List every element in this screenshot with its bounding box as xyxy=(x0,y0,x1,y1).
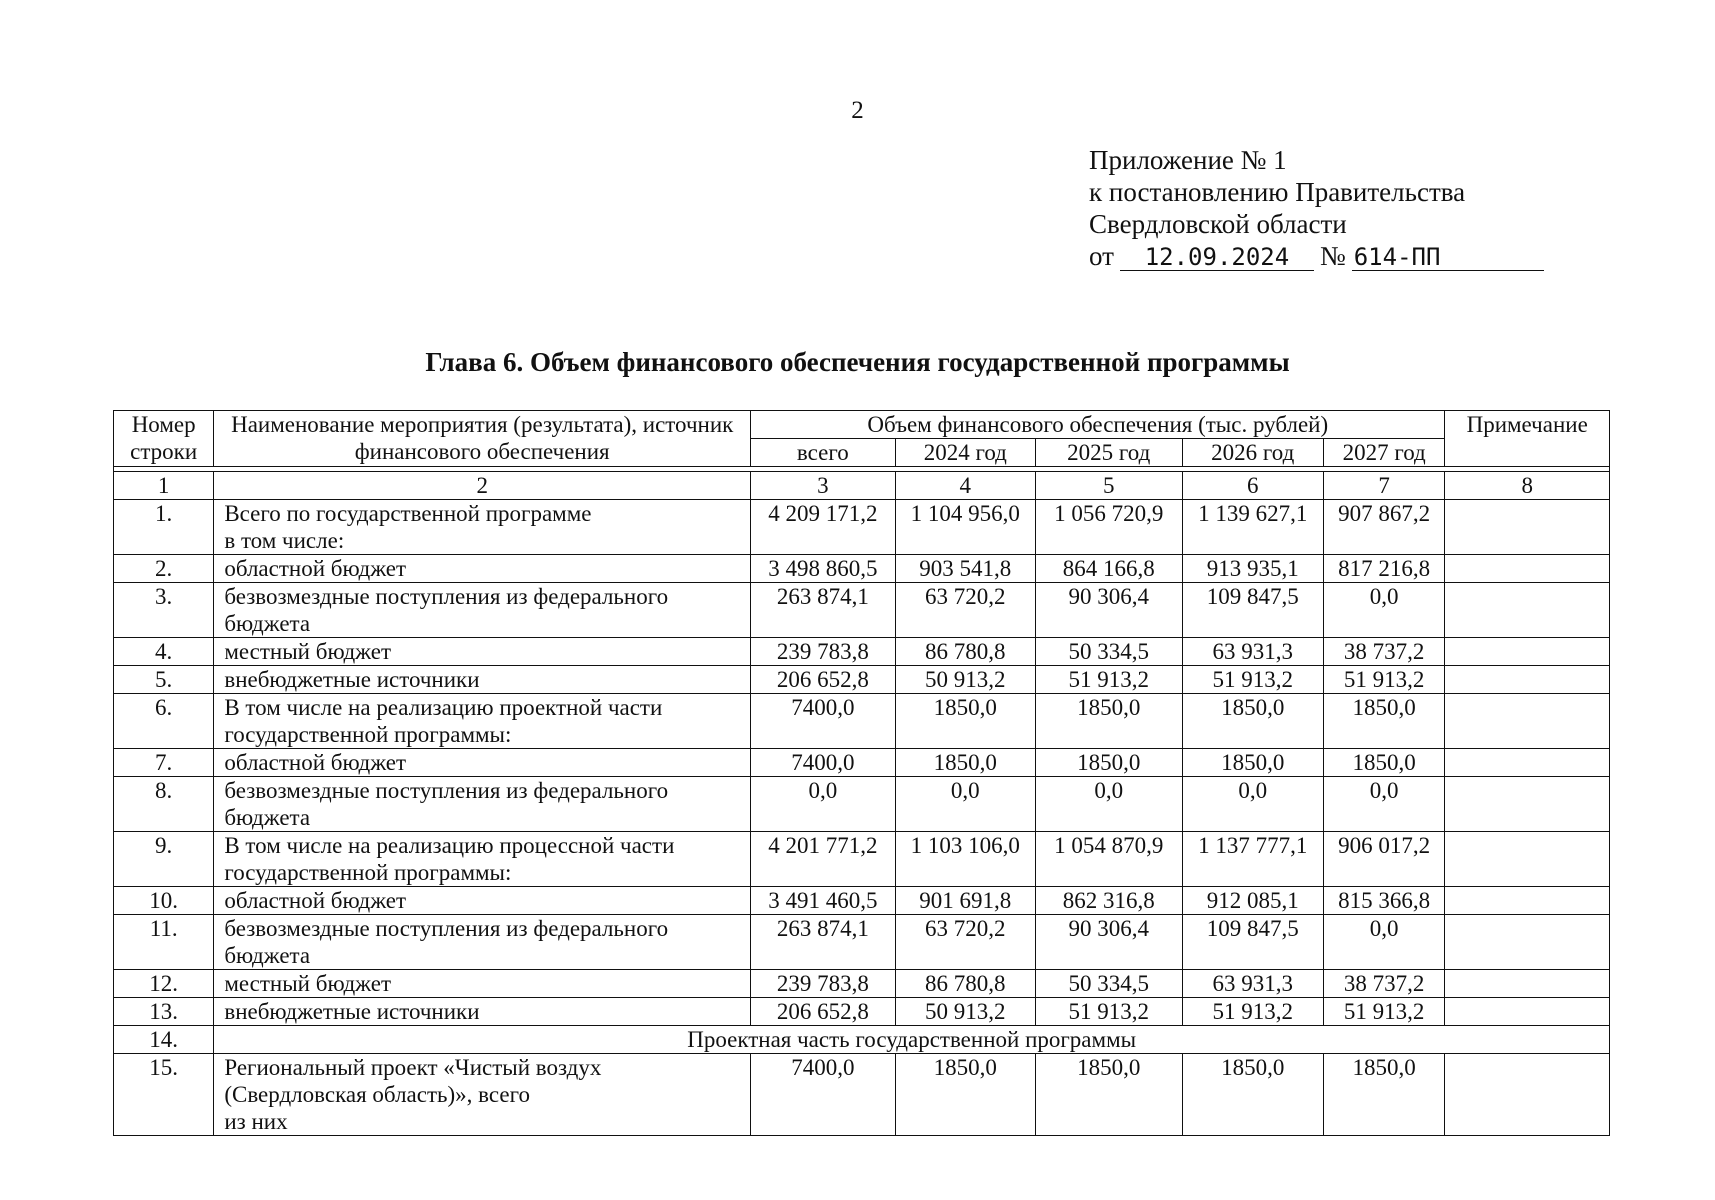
row-value: 206 652,8 xyxy=(751,666,895,694)
row-name: В том числе на реализацию процессной части государственной программы: xyxy=(214,832,751,887)
row-value: 239 783,8 xyxy=(751,970,895,998)
section-row xyxy=(114,1026,1610,1054)
row-value: 4 209 171,2 xyxy=(751,500,895,555)
row-value: 86 780,8 xyxy=(895,638,1035,666)
row-note xyxy=(1445,638,1610,666)
row-value: 1 103 106,0 xyxy=(895,832,1035,887)
row-value: 263 874,1 xyxy=(751,583,895,638)
row-value: 63 931,3 xyxy=(1182,970,1323,998)
header-row-1 xyxy=(114,411,1610,439)
row-value: 3 498 860,5 xyxy=(751,555,895,583)
row-value: 1850,0 xyxy=(1182,749,1323,777)
row-name: местный бюджет xyxy=(214,638,751,666)
table-row xyxy=(114,777,1610,832)
row-value: 907 867,2 xyxy=(1323,500,1444,555)
row-value: 1 139 627,1 xyxy=(1182,500,1323,555)
col-number: 2 xyxy=(214,472,751,500)
row-number: 1. xyxy=(114,500,214,555)
table-row xyxy=(114,749,1610,777)
row-name: внебюджетные источники xyxy=(214,998,751,1026)
row-value: 7400,0 xyxy=(751,1054,895,1136)
row-value: 7400,0 xyxy=(751,694,895,749)
row-name: внебюджетные источники xyxy=(214,666,751,694)
row-value: 1850,0 xyxy=(1323,1054,1444,1136)
from-label: от xyxy=(1089,241,1114,271)
col-number: 7 xyxy=(1323,472,1444,500)
header-2027: 2027 год xyxy=(1323,439,1444,467)
row-value: 1 137 777,1 xyxy=(1182,832,1323,887)
row-note xyxy=(1445,500,1610,555)
row-note xyxy=(1445,749,1610,777)
row-value: 1850,0 xyxy=(1182,1054,1323,1136)
row-value: 913 935,1 xyxy=(1182,555,1323,583)
row-note xyxy=(1445,694,1610,749)
row-value: 0,0 xyxy=(1323,915,1444,970)
row-value: 815 366,8 xyxy=(1323,887,1444,915)
table-row xyxy=(114,500,1610,555)
col-number: 6 xyxy=(1182,472,1323,500)
row-value: 38 737,2 xyxy=(1323,970,1444,998)
row-value: 1850,0 xyxy=(895,749,1035,777)
row-value: 63 931,3 xyxy=(1182,638,1323,666)
header-2026: 2026 год xyxy=(1182,439,1323,467)
row-value: 86 780,8 xyxy=(895,970,1035,998)
row-value: 1850,0 xyxy=(1036,694,1182,749)
row-number: 11. xyxy=(114,915,214,970)
row-value: 38 737,2 xyxy=(1323,638,1444,666)
table-row xyxy=(114,666,1610,694)
table-row xyxy=(114,555,1610,583)
appendix-line-3: Свердловской области xyxy=(1089,209,1347,239)
table-row xyxy=(114,915,1610,970)
row-value: 0,0 xyxy=(1323,583,1444,638)
row-name: Всего по государственной программе в том числе: xyxy=(214,500,751,555)
column-number-row xyxy=(114,472,1610,500)
col-number: 1 xyxy=(114,472,214,500)
row-name: безвозмездные поступления из федерального бюджета xyxy=(214,915,751,970)
row-note xyxy=(1445,887,1610,915)
table-row xyxy=(114,1054,1610,1136)
financing-table xyxy=(113,410,1610,1136)
row-note xyxy=(1445,777,1610,832)
chapter-heading: Глава 6. Объем финансового обеспечения государственной программы xyxy=(425,347,1290,377)
row-value: 63 720,2 xyxy=(895,915,1035,970)
row-value: 51 913,2 xyxy=(1323,998,1444,1026)
row-number: 15. xyxy=(114,1054,214,1136)
row-value: 90 306,4 xyxy=(1036,915,1182,970)
row-value: 862 316,8 xyxy=(1036,887,1182,915)
row-value: 0,0 xyxy=(1182,777,1323,832)
row-value: 1850,0 xyxy=(1323,694,1444,749)
row-number: 13. xyxy=(114,998,214,1026)
table-row xyxy=(114,638,1610,666)
row-value: 906 017,2 xyxy=(1323,832,1444,887)
row-value: 864 166,8 xyxy=(1036,555,1182,583)
row-number: 5. xyxy=(114,666,214,694)
row-value: 1850,0 xyxy=(895,694,1035,749)
row-number: 8. xyxy=(114,777,214,832)
table-row xyxy=(114,998,1610,1026)
header-2025: 2025 год xyxy=(1036,439,1182,467)
row-value: 50 334,5 xyxy=(1036,638,1182,666)
header-note: Примечание xyxy=(1445,411,1610,467)
col-number: 8 xyxy=(1445,472,1610,500)
row-value: 263 874,1 xyxy=(751,915,895,970)
row-value: 912 085,1 xyxy=(1182,887,1323,915)
row-name: областной бюджет xyxy=(214,887,751,915)
row-value: 1 056 720,9 xyxy=(1036,500,1182,555)
row-value: 239 783,8 xyxy=(751,638,895,666)
row-value: 1850,0 xyxy=(1323,749,1444,777)
table-row xyxy=(114,832,1610,887)
row-value: 51 913,2 xyxy=(1182,998,1323,1026)
row-value: 1850,0 xyxy=(1036,749,1182,777)
row-note xyxy=(1445,583,1610,638)
header-row-number: Номер строки xyxy=(114,411,214,467)
row-number: 12. xyxy=(114,970,214,998)
row-value: 1850,0 xyxy=(895,1054,1035,1136)
row-value: 1 104 956,0 xyxy=(895,500,1035,555)
appendix-line-1: Приложение № 1 xyxy=(1089,145,1287,175)
row-value: 7400,0 xyxy=(751,749,895,777)
row-note xyxy=(1445,832,1610,887)
row-number: 2. xyxy=(114,555,214,583)
row-note xyxy=(1445,666,1610,694)
row-value: 51 913,2 xyxy=(1036,666,1182,694)
row-value: 50 913,2 xyxy=(895,666,1035,694)
decree-date: 12.09.2024 xyxy=(1120,244,1314,271)
col-number: 5 xyxy=(1036,472,1182,500)
table-row xyxy=(114,970,1610,998)
row-value: 109 847,5 xyxy=(1182,583,1323,638)
table-row xyxy=(114,583,1610,638)
row-value: 0,0 xyxy=(751,777,895,832)
row-note xyxy=(1445,998,1610,1026)
row-number: 14. xyxy=(114,1026,214,1054)
appendix-date-line xyxy=(1089,240,1544,272)
page-number: 2 xyxy=(851,97,864,124)
row-number: 7. xyxy=(114,749,214,777)
row-value: 51 913,2 xyxy=(1182,666,1323,694)
appendix-line-2: к постановлению Правительства xyxy=(1089,177,1466,207)
row-value: 1850,0 xyxy=(1036,1054,1182,1136)
row-value: 50 913,2 xyxy=(895,998,1035,1026)
decree-number: 614-ПП xyxy=(1352,244,1544,271)
row-value: 901 691,8 xyxy=(895,887,1035,915)
row-name: Региональный проект «Чистый воздух (Свердловская область)», всего из них xyxy=(214,1054,751,1136)
row-value: 206 652,8 xyxy=(751,998,895,1026)
row-name: областной бюджет xyxy=(214,749,751,777)
row-name: областной бюджет xyxy=(214,555,751,583)
row-number: 9. xyxy=(114,832,214,887)
row-number: 6. xyxy=(114,694,214,749)
row-value: 4 201 771,2 xyxy=(751,832,895,887)
row-value: 1 054 870,9 xyxy=(1036,832,1182,887)
row-value: 3 491 460,5 xyxy=(751,887,895,915)
row-value: 90 306,4 xyxy=(1036,583,1182,638)
row-number: 3. xyxy=(114,583,214,638)
row-value: 50 334,5 xyxy=(1036,970,1182,998)
row-name: местный бюджет xyxy=(214,970,751,998)
row-note xyxy=(1445,915,1610,970)
header-total: всего xyxy=(751,439,895,467)
header-name: Наименование мероприятия (результата), источник финансового обеспечения xyxy=(214,411,751,467)
row-value: 63 720,2 xyxy=(895,583,1035,638)
row-note xyxy=(1445,970,1610,998)
row-note xyxy=(1445,555,1610,583)
appendix-block xyxy=(1089,144,1544,272)
row-value: 51 913,2 xyxy=(1323,666,1444,694)
row-name: безвозмездные поступления из федерального бюджета xyxy=(214,777,751,832)
row-note xyxy=(1445,1054,1610,1136)
row-value: 0,0 xyxy=(1036,777,1182,832)
row-name: В том числе на реализацию проектной части государственной программы: xyxy=(214,694,751,749)
row-value: 0,0 xyxy=(1323,777,1444,832)
section-title: Проектная часть государственной программы xyxy=(214,1026,1610,1054)
row-value: 817 216,8 xyxy=(1323,555,1444,583)
col-number: 4 xyxy=(895,472,1035,500)
number-label: № xyxy=(1319,241,1346,271)
table-row xyxy=(114,887,1610,915)
row-number: 4. xyxy=(114,638,214,666)
row-number: 10. xyxy=(114,887,214,915)
col-number: 3 xyxy=(751,472,895,500)
row-value: 1850,0 xyxy=(1182,694,1323,749)
row-value: 51 913,2 xyxy=(1036,998,1182,1026)
table-row xyxy=(114,694,1610,749)
row-value: 109 847,5 xyxy=(1182,915,1323,970)
header-financing-group: Объем финансового обеспечения (тыс. рублей) xyxy=(751,411,1445,439)
row-value: 0,0 xyxy=(895,777,1035,832)
row-name: безвозмездные поступления из федерального бюджета xyxy=(214,583,751,638)
row-value: 903 541,8 xyxy=(895,555,1035,583)
header-2024: 2024 год xyxy=(895,439,1035,467)
